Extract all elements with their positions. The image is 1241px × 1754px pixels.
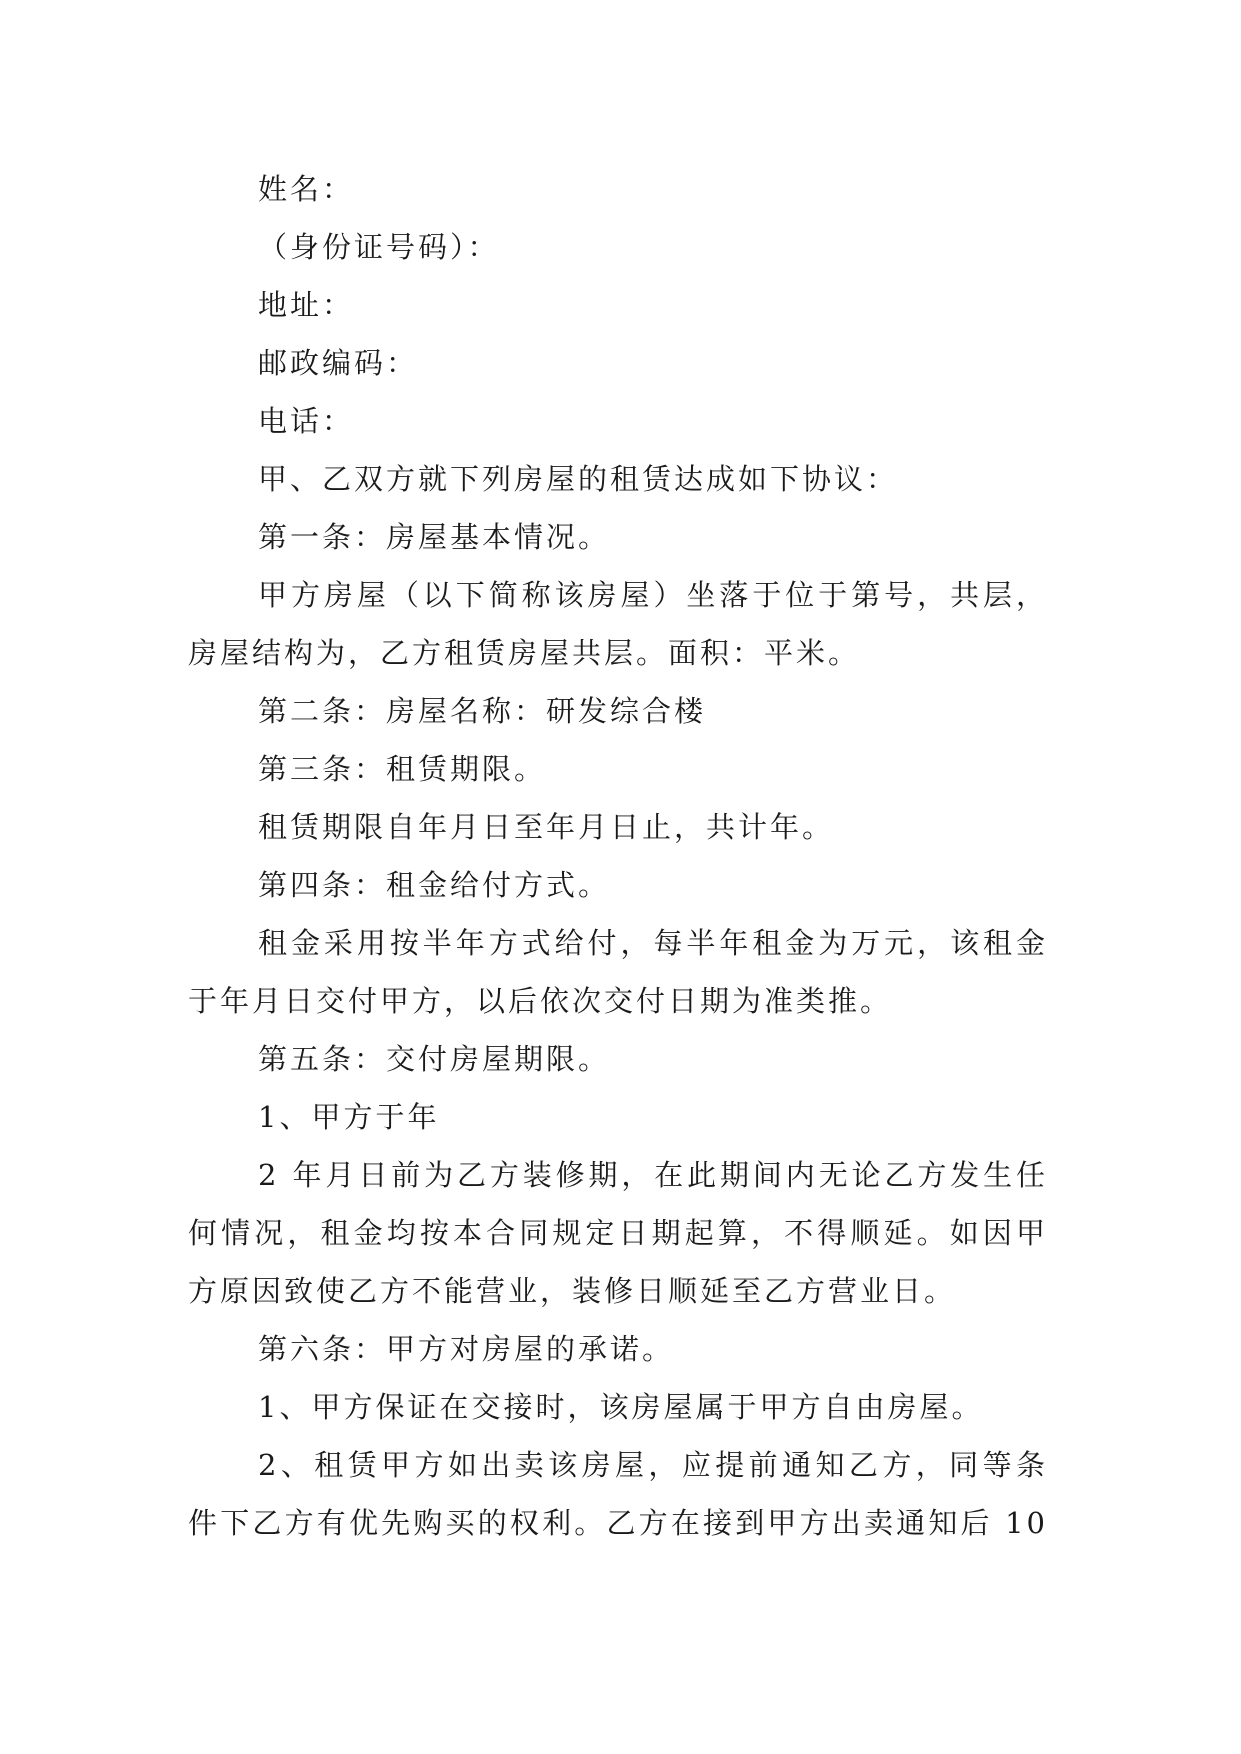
paragraph-line: 1、甲方于年 [258,1100,440,1134]
paragraph-line: 方原因致使乙方不能营业，装修日顺延至乙方营业日。 [188,1274,957,1308]
paragraph-line: 2 年月日前为乙方装修期，在此期间内无论乙方发生任 [258,1158,1048,1192]
article-3-heading: 第三条：租赁期限。 [258,752,547,786]
postal-code-field-label: 邮政编码： [258,346,419,380]
article-5-heading: 第五条：交付房屋期限。 [258,1042,611,1076]
agreement-intro: 甲、乙双方就下列房屋的租赁达成如下协议： [258,462,899,496]
article-4-heading: 第四条：租金给付方式。 [258,868,611,902]
article-2-heading: 第二条：房屋名称：研发综合楼 [258,694,707,728]
phone-field-label: 电话： [258,404,355,438]
article-6-heading: 第六条：甲方对房屋的承诺。 [258,1332,675,1366]
paragraph-line: 于年月日交付甲方，以后依次交付日期为准类推。 [188,984,893,1018]
article-1-heading: 第一条：房屋基本情况。 [258,520,611,554]
document-body [188,160,1048,1552]
name-field-label: 姓名： [258,172,355,206]
paragraph-line: 租金采用按半年方式给付，每半年租金为万元，该租金 [258,926,1048,960]
paragraph-line: 件下乙方有优先购买的权利。乙方在接到甲方出卖通知后 10 [188,1506,1048,1540]
paragraph-line: 甲方房屋（以下简称该房屋）坐落于位于第号，共层， [258,578,1048,612]
paragraph-line: 何情况，租金均按本合同规定日期起算，不得顺延。如因甲 [188,1216,1048,1250]
id-number-field-label: （身份证号码）： [258,230,500,264]
paragraph-line: 2、租赁甲方如出卖该房屋，应提前通知乙方，同等条 [258,1448,1048,1482]
address-field-label: 地址： [258,288,355,322]
paragraph-line: 租赁期限自年月日至年月日止，共计年。 [258,810,835,844]
paragraph-line: 1、甲方保证在交接时，该房屋属于甲方自由房屋。 [258,1390,984,1424]
paragraph-line: 房屋结构为，乙方租赁房屋共层。面积：平米。 [188,636,861,670]
